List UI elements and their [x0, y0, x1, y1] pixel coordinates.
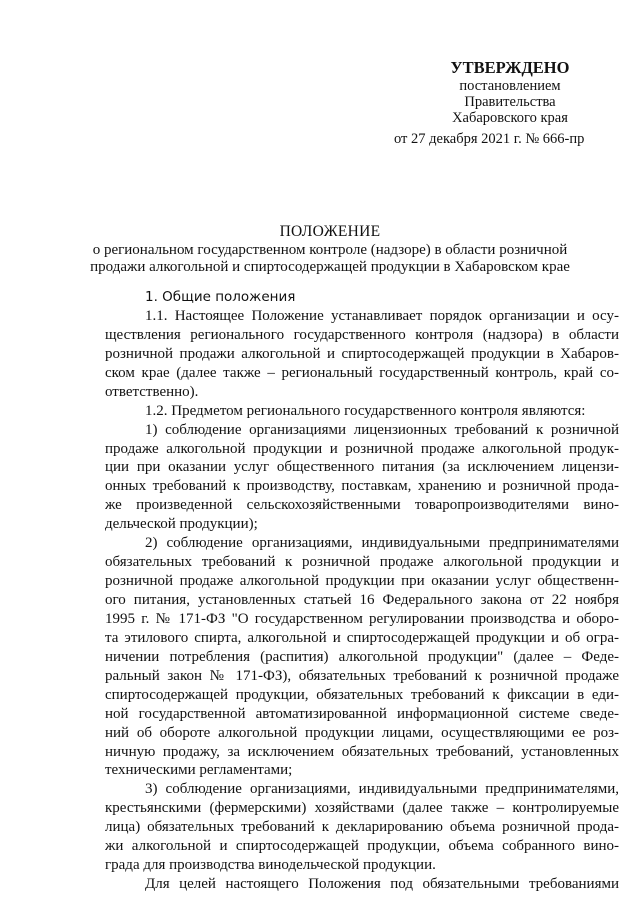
document-body [105, 288, 619, 894]
document-heading [60, 222, 600, 275]
approval-title: УТВЕРЖДЕНО [450, 58, 570, 77]
text-line: розничной продаже алкогольной продукции при оказании услуг общественн- [105, 573, 619, 590]
text-line: техническими регламентами; [105, 762, 293, 779]
text-line: ной государственной автоматизированной информационной системе сведе- [105, 705, 619, 722]
text-line: 1995 г. № 171-ФЗ "О государственном регулировании производства и оборо- [105, 610, 619, 627]
text-line: розничной продажи алкогольной и спиртосодержащей продукции в Хабаров- [105, 345, 619, 362]
text-line: 3) соблюдение организациями, индивидуальными предпринимателями, [145, 781, 619, 798]
approval-line-3: Хабаровского края [452, 110, 568, 126]
text-line: крестьянскими (фермерскими) хозяйствами (далее также – контролируемые [105, 800, 619, 817]
approval-stamp [394, 58, 620, 147]
text-line: онных требований к производству, поставкам, хранению и розничной прода- [105, 478, 619, 495]
text-line: ничении потребления (распития) алкогольной продукции" (далее – Феде- [105, 648, 619, 665]
text-line: ничную продажу, за исключением обязательных требований, установленных [105, 743, 619, 760]
text-line: ответственно). [105, 383, 199, 400]
approval-date: от 27 декабря 2021 г. № 666-пр [394, 131, 585, 147]
text-line: обязательных требований к розничной продаже алкогольной продукции и [105, 554, 619, 571]
text-line: ний об обороте алкогольной продукции лицами, осуществляющими ее роз- [105, 724, 619, 741]
document-subtitle-line-1: о региональном государственном контроле (надзоре) в области розничной [92, 242, 568, 258]
text-line: града для производства винодельческой продукции. [105, 857, 436, 874]
text-line: жи алкогольной и спиртосодержащей продукции, объема собранного вино- [105, 838, 619, 855]
text-line: ого питания, установленных статьей 16 Федерального закона от 22 ноября [105, 592, 619, 608]
text-line: ральный закон № 171-ФЗ), обязательных требований к розничной продаже [105, 667, 619, 684]
text-line: 2) соблюдение организациями, индивидуальными предпринимателями [145, 535, 619, 552]
text-line: Для целей настоящего Положения под обязательными требованиями [145, 876, 619, 893]
document-title: ПОЛОЖЕНИЕ [279, 223, 381, 240]
document-subtitle-line-2: продажи алкогольной и спиртосодержащей продукции в Хабаровском крае [90, 259, 570, 275]
text-line: дельческой продукции); [105, 516, 258, 533]
text-line: ском крае (далее также – региональный государственный контроль, край со- [105, 364, 619, 381]
text-line: ществления регионального государственного контроля (надзора) в области [105, 326, 619, 343]
text-line: 1.1. Настоящее Положение устанавливает порядок организации и осу- [145, 307, 619, 324]
text-line: лица) обязательных требований к декларированию объема розничной прода- [105, 819, 619, 836]
approval-line-2: Правительства [464, 94, 556, 110]
text-line: 1.2. Предметом регионального государственного контроля являются: [145, 402, 586, 419]
text-line: 1) соблюдение организациями лицензионных требований к розничной [145, 421, 619, 438]
text-line: спиртосодержащей продукции, обязательных требований к фиксации в еди- [105, 686, 619, 703]
text-line: же произведенной сельскохозяйственными товаропроизводителями вино- [105, 497, 619, 514]
text-line: ции при оказании услуг общественного питания (за исключением лицензи- [105, 459, 619, 476]
text-line: та этилового спирта, алкогольной и спиртосодержащей продукции и об огра- [105, 629, 619, 646]
text-line: продаже алкогольной продукции и розничной продаже алкогольной продук- [105, 440, 619, 457]
approval-line-1: постановлением [459, 78, 561, 94]
section-heading: 1. Общие положения [145, 289, 296, 305]
